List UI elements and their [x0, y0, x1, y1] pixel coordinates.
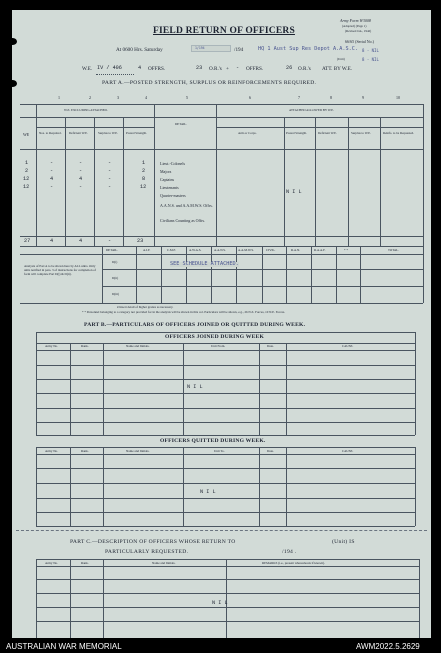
we-label: W.E. [82, 66, 93, 72]
detail-majors: Majors [160, 169, 172, 174]
punch-hole [12, 80, 17, 87]
row-3-label: 12 [23, 176, 30, 182]
row-2-c3: - [79, 168, 83, 174]
row-we-label: WE [23, 132, 30, 137]
col-number-7: 7 [298, 95, 300, 100]
quitted-col-cause: CAUSE. [342, 449, 354, 453]
offrs2-value: - [236, 65, 240, 71]
field-return-form: FIELD RETURN OF OFFICERS Army Form W3008 (Adapted) (Page 1) (Revised Jan., 1942) 66/65 (Serial No.) At 0600 Hrs. Saturday 1/194 /194 HQ 1 Aust Sup Res Depot A.A.S.C. (Unit) 8 - NIL 8 - NIL W.E. IV / 406 4 OFFRS. 23 O.R.'s + - OFFRS. 26 O.R.'s ATT. BY W.E. PART A.—POSTED STRENGTH, SURPLUS OR REINFORCEMENTS REQUIRED. 1 2 3 4 5 6 7 8 9 10 W.E. EXCLUDING ATTACHED. ATTACHED ALLOWED BY W.E. Nos. to Required. Deficient W.E. Surplus to W.E. Posted Strength. DETAIL. Arm or Corps. Posted Strength. Deficient W.E. Surplus to W.E. Reinfs. to be Requested. WE 1 - - - 1 2 - - - 2 12 4 4 - 8 12 - - - 12 Lieut.-Colonels Majors Captains Lieutenants Quarter-masters A.A.N.S. and A.A.M.W.S. Offrs. Civilians Counting as Offrs. N I L 27 4 4 - 23 DETAIL. A.I.F. C.M.F. A.W.A.S. A.A.N.S. A.A.M.W.S. CIVIL. R.A.N. R.A.A.F. * * TOTAL. D(i) D(ii) D(iii) Analysis of Part A to be shown here by ALL units. Only units notified in para. 3 of instructions for completion of form will complete Part D(i) & D(ii). SEE SCHEDULE ATTACHED. # Insert detail of higher grades as necessary. * * Personnel belonging to a category not provided for in the analysis will be shown in this col. Particulars will be shown, e.g., 26 N.Z. Forces, 10 N.E. Forces. PART B.—PARTICULARS OF OFFICERS JOINED OR QUITTED DURING WEEK. OFFICERS JOINED DURING WEEK Army No. Rank. Name and Initials. Unit From. Date. CAUSE. N I L OFFICERS QUITTED DURING WEEK. Army No. Rank. Name and Initials. Unit To. Date. CAUSE. N I L PART C.—DESCRIPTION OF OFFICERS WHOSE RETURN TO (Unit) IS PARTICULARLY REQUESTED. /194 . Army No. Rank. Name and Initials. REMARKS (i.e., present whereabouts if known). N I L [12, 10, 431, 638]
col-number-6: 6 [249, 95, 251, 100]
attached-nil: N I L [286, 189, 302, 195]
breakdown-col-detail: DETAIL. [106, 248, 119, 252]
quitted-col-date: Date. [267, 449, 274, 453]
part-c-col-army-no: Army No. [45, 561, 58, 565]
breakdown-row-diii: D(iii) [112, 292, 120, 296]
row-1-c2: - [50, 160, 54, 166]
we-value: IV / 406 [97, 65, 122, 71]
nil-stamp-2: 8 - NIL [362, 57, 379, 62]
part-c-col-name: Name and Initials. [152, 561, 176, 565]
breakdown-col-ran: R.A.N. [291, 248, 301, 252]
revised-label: (Revised Jan., 1942) [345, 29, 372, 33]
row-2-c2: - [50, 168, 54, 174]
row-1-c3: - [79, 160, 83, 166]
joined-col-rank: Rank. [81, 344, 89, 348]
row-4-c4: - [108, 184, 112, 190]
col-number-4: 4 [145, 95, 147, 100]
detail-aans-aamws: A.A.N.S. and A.A.M.W.S. Offrs. [160, 203, 213, 208]
breakdown-col-aif: A.I.F. [143, 248, 151, 252]
detail-captains: Captains [160, 177, 174, 182]
col-header-att-posted: Posted Strength. [286, 131, 307, 135]
or-value: 23 [196, 65, 203, 71]
nil-stamp-1: 8 - NIL [362, 48, 379, 53]
joined-nil: N I L [187, 384, 203, 390]
part-b-heading: PART B.—PARTICULARS OF OFFICERS JOINED OR QUITTED DURING WEEK. [84, 322, 306, 328]
row-2-c4: - [108, 168, 112, 174]
offrs-label: OFFRS. [148, 66, 166, 72]
footnote-other-category: * * Personnel belonging to a category not provided for in the analysis will be shown in this col. Particulars will be shown, e.g., 26 N.Z. Forces, 10 N.E. Forces. [82, 310, 286, 314]
joined-col-unit-from: Unit From. [211, 344, 226, 348]
breakdown-col-civil: CIVIL. [266, 248, 276, 252]
quitted-col-army-no: Army No. [45, 449, 58, 453]
quitted-col-unit-to: Unit To. [214, 449, 225, 453]
quitted-col-name: Name and Initials. [126, 449, 150, 453]
breakdown-row-dii: D(ii) [112, 276, 119, 280]
total-c1: 27 [24, 238, 31, 244]
army-form-number: Army Form W3008 [340, 18, 371, 23]
row-2-c5: 2 [142, 168, 146, 174]
breakdown-col-awas: A.W.A.S. [189, 248, 202, 252]
col-number-1: 1 [58, 95, 60, 100]
col-header-deficient: Deficient W.E. [69, 131, 88, 135]
detail-lieut-colonels: Lieut.-Colonels [160, 161, 185, 166]
part-c-col-rank: Rank. [81, 561, 89, 565]
col-header-nos-required: Nos. to Required. [39, 131, 62, 135]
quitted-table-title: OFFICERS QUITTED DURING WEEK. [160, 438, 266, 444]
col-header-att-deficient: Deficient W.E. [318, 131, 337, 135]
part-c-nil: N I L [212, 600, 228, 606]
col-header-reinfs: Reinfs. to be Requested. [383, 131, 415, 135]
joined-col-name: Name and Initials. [126, 344, 150, 348]
breakdown-col-total: TOTAL. [388, 248, 399, 252]
breakdown-col-aamws: A.A.M.W.S. [238, 248, 254, 252]
row-1-c5: 1 [142, 160, 146, 166]
row-4-c2: - [50, 184, 54, 190]
col-number-5: 5 [186, 95, 188, 100]
quitted-col-rank: Rank. [81, 449, 89, 453]
row-3-c2: 4 [50, 176, 54, 182]
part-c-col-remarks: REMARKS (i.e., present whereabouts if known). [262, 561, 325, 565]
form-title: FIELD RETURN OF OFFICERS [153, 26, 295, 36]
col-number-3: 3 [117, 95, 119, 100]
we-excluding-header: W.E. EXCLUDING ATTACHED. [64, 108, 108, 112]
archive-reference: AWM2022.5.2629 [356, 642, 420, 651]
date-stamp: 1/194 [195, 46, 205, 50]
adapted-label: (Adapted) (Page 1) [342, 24, 367, 28]
detail-lieutenants: Lieutenants [160, 185, 179, 190]
row-3-c5: 8 [142, 176, 146, 182]
joined-col-cause: CAUSE. [342, 344, 354, 348]
breakdown-col-other: * * [344, 248, 348, 252]
part-c-heading: PART C.—DESCRIPTION OF OFFICERS WHOSE RETURN TO [70, 539, 236, 545]
row-4-c3: - [79, 184, 83, 190]
offrs-value: 4 [138, 65, 142, 71]
schedule-attached-stamp: SEE SCHEDULE ATTACHED. [170, 261, 239, 267]
breakdown-col-raaf: R.A.A.F. [314, 248, 326, 252]
punch-hole [12, 38, 17, 45]
or2-label: O.R.'s [298, 66, 311, 72]
breakdown-col-aans: A.A.N.S. [214, 248, 226, 252]
col-header-arm-corps: Arm or Corps. [238, 131, 257, 135]
year-label: /194 [234, 47, 244, 53]
att-by-we-label: ATT. BY W.E. [322, 66, 353, 72]
row-4-c5: 12 [140, 184, 147, 190]
joined-col-date: Date. [267, 344, 274, 348]
row-1-c4: - [108, 160, 112, 166]
or-label: O.R.'s [209, 66, 222, 72]
row-2-label: 2 [25, 168, 29, 174]
total-c3: 4 [79, 238, 83, 244]
row-1-label: 1 [25, 160, 29, 166]
total-c2: 4 [50, 238, 54, 244]
at-hours-label: At 0600 Hrs. Saturday [116, 47, 163, 53]
detail-quarter-masters: Quarter-masters [160, 193, 186, 198]
attached-allowed-header: ATTACHED ALLOWED BY W.E. [289, 108, 335, 112]
row-3-c3: 4 [79, 176, 83, 182]
col-number-2: 2 [89, 95, 91, 100]
row-4-label: 12 [23, 184, 30, 190]
part-c-unit-is: (Unit) IS [332, 539, 355, 545]
total-c4: - [108, 238, 112, 244]
archive-credit: AUSTRALIAN WAR MEMORIAL [6, 642, 122, 651]
detail-civilians: Civilians Counting as Offrs. [160, 218, 206, 223]
col-number-8: 8 [330, 95, 332, 100]
serial-number: 66/65 (Serial No.) [345, 39, 374, 44]
perforation-line [16, 530, 427, 531]
joined-table-title: OFFICERS JOINED DURING WEEK [165, 334, 265, 340]
row-3-c4: - [108, 176, 112, 182]
col-header-posted: Posted Strength. [126, 131, 147, 135]
breakdown-col-cmf: C.M.F. [167, 248, 176, 252]
offrs2-label: OFFRS. [246, 66, 264, 72]
joined-col-army-no: Army No. [45, 344, 58, 348]
col-number-9: 9 [362, 95, 364, 100]
unit-stamp: HQ 1 Aust Sup Res Depot A.A.S.C. [258, 46, 358, 52]
part-a-heading: PART A.—POSTED STRENGTH, SURPLUS OR REINFORCEMENTS REQUIRED. [102, 80, 317, 86]
part-c-year: /194 . [282, 549, 297, 555]
col-header-surplus: Surplus to W.E. [98, 131, 119, 135]
part-c-requested: PARTICULARLY REQUESTED. [105, 549, 189, 555]
col-header-detail: DETAIL. [175, 122, 188, 126]
breakdown-row-di: D(i) [112, 260, 118, 264]
or2-value: 26 [286, 65, 293, 71]
col-number-10: 10 [396, 95, 400, 100]
col-header-att-surplus: Surplus to W.E. [351, 131, 372, 135]
breakdown-note: Analysis of Part A to be shown here by ALL units. Only units notified in para. 3 of instructions for completion of form will complete Part D(i) & D(ii). [24, 264, 96, 276]
unit-label: (Unit) [337, 57, 345, 61]
footnote-higher-grades: # Insert detail of higher grades as necessary. [117, 305, 174, 309]
quitted-nil: N I L [200, 489, 216, 495]
total-c5: 23 [137, 238, 144, 244]
